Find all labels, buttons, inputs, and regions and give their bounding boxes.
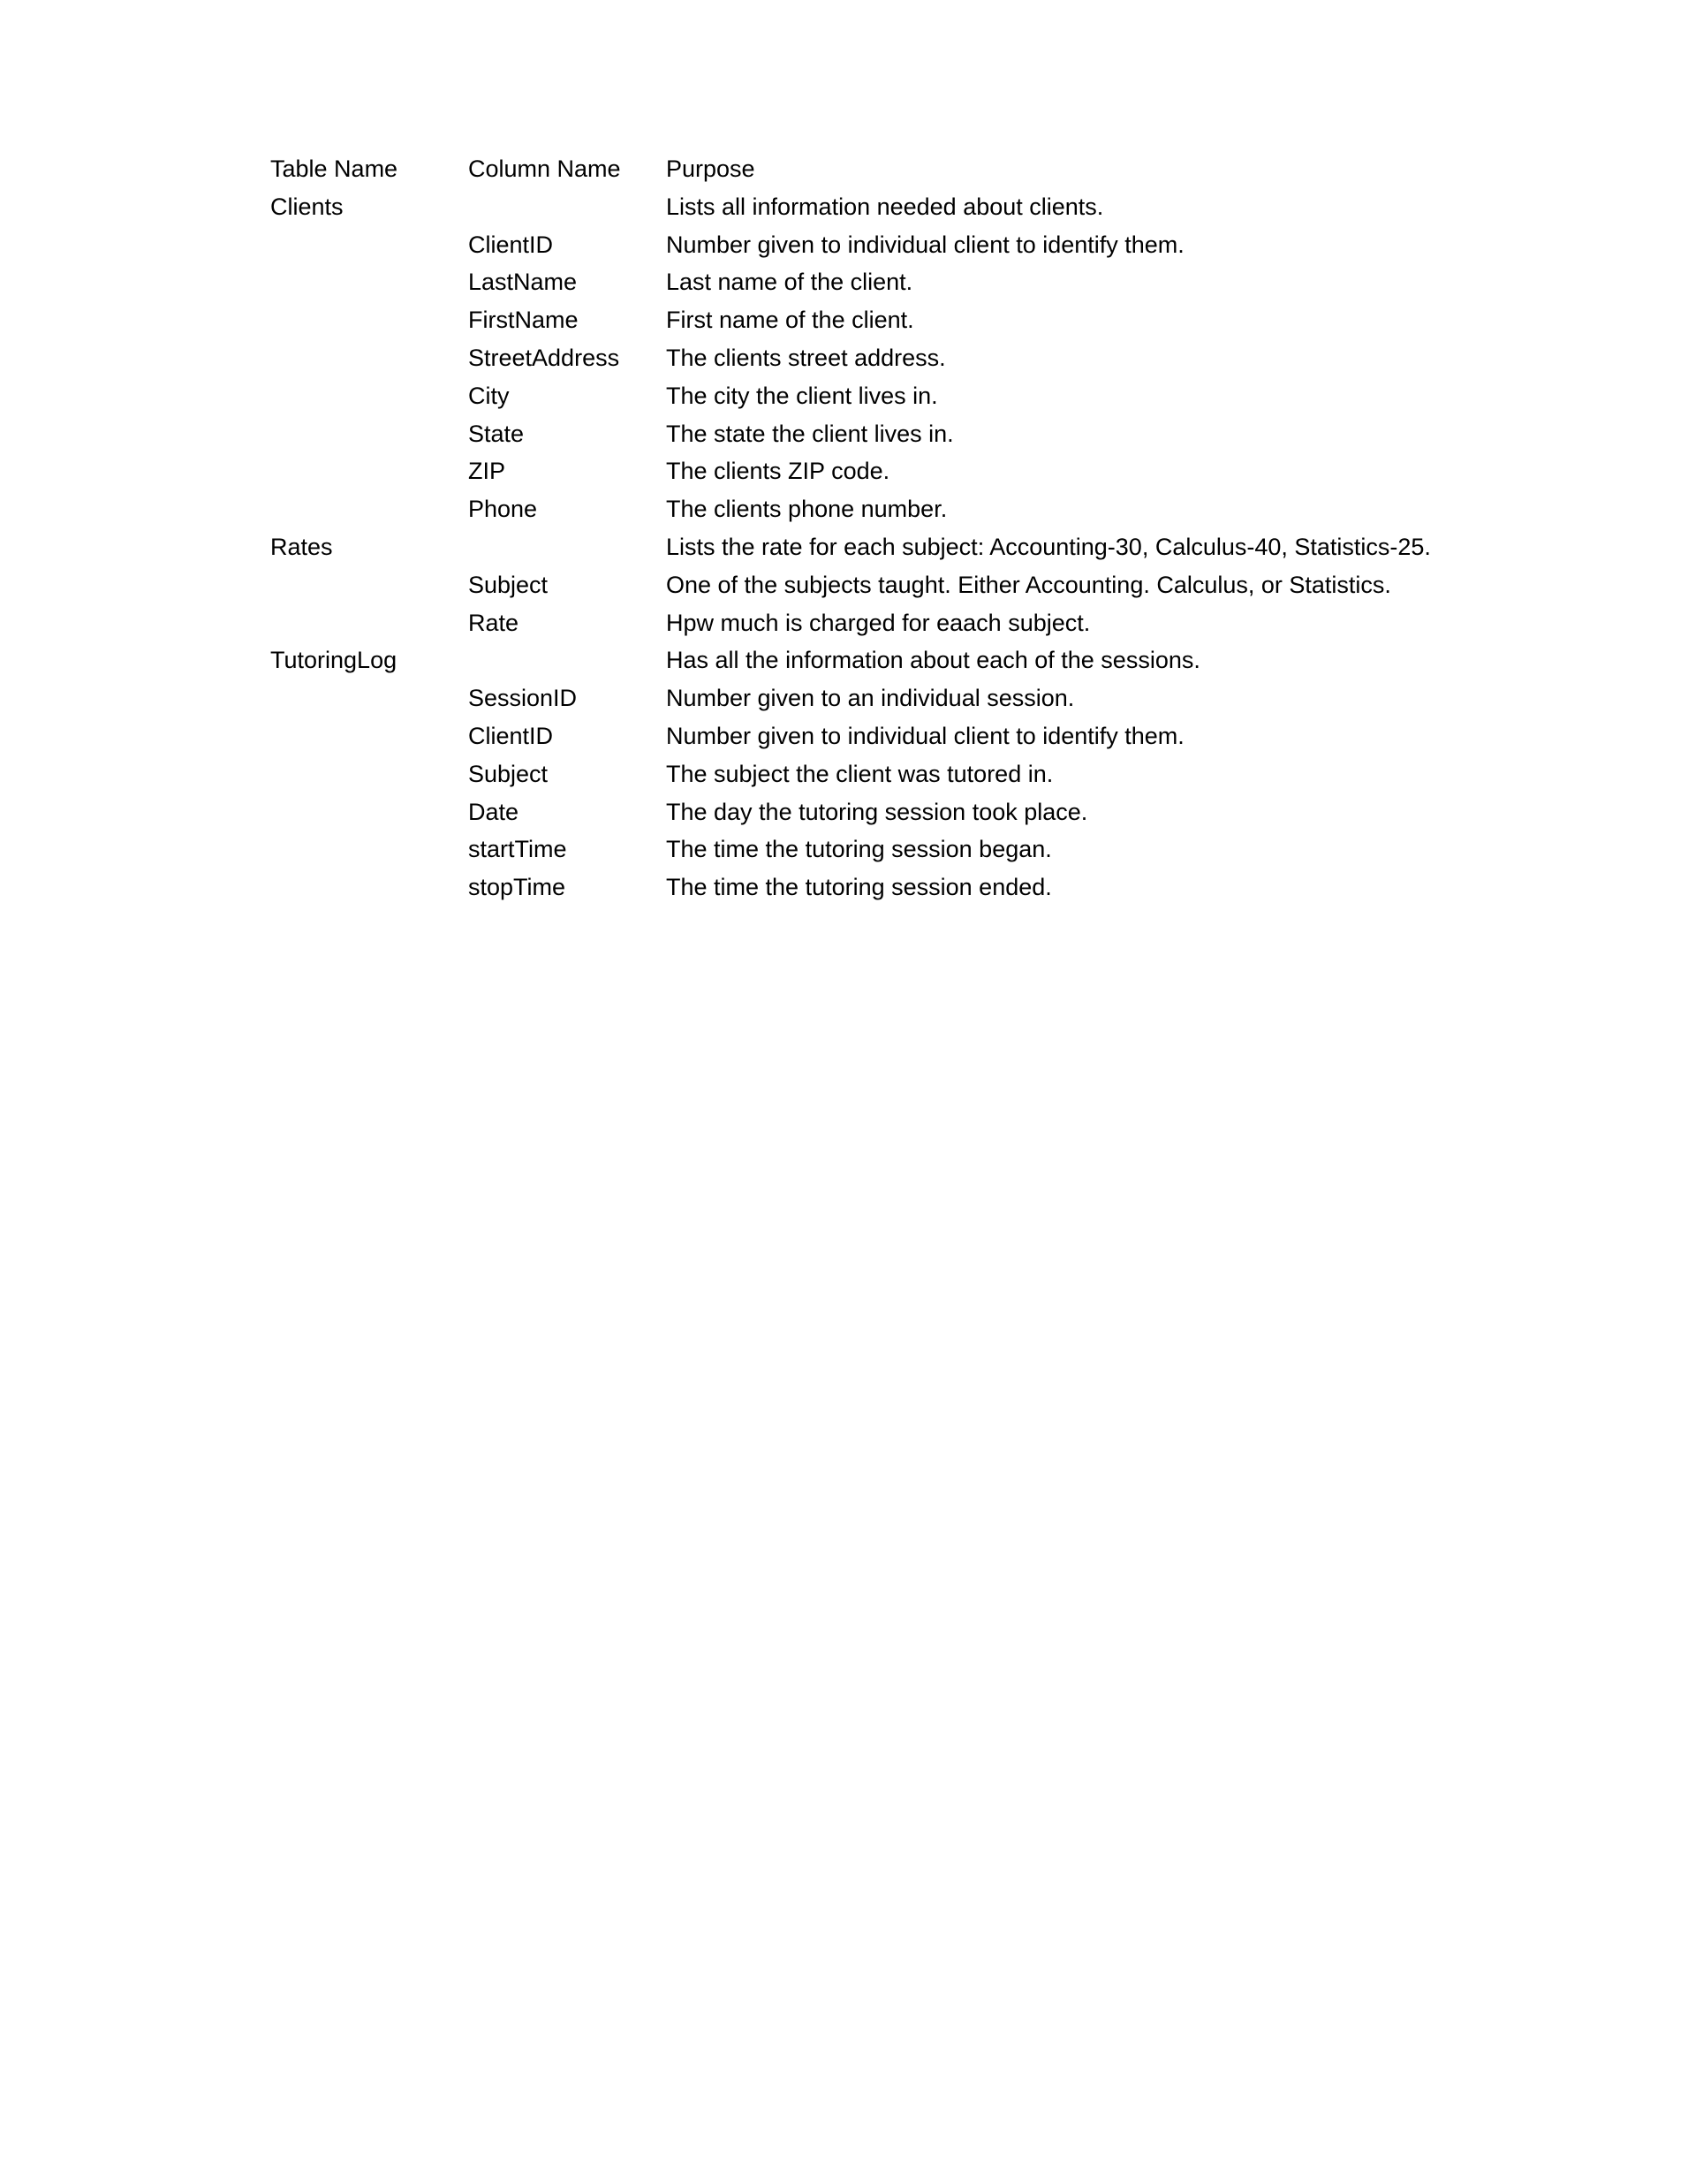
cell-table-name — [270, 301, 468, 339]
cell-column-name: SessionID — [468, 685, 578, 712]
cell-purpose: One of the subjects taught. Either Accounting. Calculus, or Statistics. — [666, 571, 1391, 598]
table-row — [270, 226, 1549, 264]
table-row — [270, 263, 1549, 301]
cell-table-name — [270, 263, 468, 301]
cell-purpose: Hpw much is charged for eaach subject. — [666, 609, 1091, 636]
cell-purpose: Last name of the client. — [666, 269, 913, 296]
cell-column-name: ClientID — [468, 231, 554, 258]
cell-purpose: Number given to individual client to identify them. — [666, 722, 1185, 749]
data-dictionary-table — [270, 150, 1549, 906]
table-row — [270, 415, 1549, 453]
cell-column-name: State — [468, 420, 525, 447]
cell-column-name: StreetAddress — [468, 344, 620, 371]
table-row — [270, 301, 1549, 339]
cell-table-name — [270, 339, 468, 377]
cell-table-name — [270, 604, 468, 642]
table-row — [270, 830, 1549, 868]
header-table-name: Table Name — [270, 155, 398, 182]
cell-purpose: The state the client lives in. — [666, 420, 954, 447]
table-row — [270, 717, 1549, 755]
table-row — [270, 868, 1549, 906]
cell-purpose: The city the client lives in. — [666, 382, 938, 409]
cell-table-name — [270, 793, 468, 831]
cell-column-name: Rate — [468, 609, 519, 636]
cell-purpose: The subject the client was tutored in. — [666, 760, 1054, 787]
cell-table-name — [270, 755, 468, 793]
table-row — [270, 339, 1549, 377]
cell-column-name: FirstName — [468, 307, 579, 334]
table-row — [270, 793, 1549, 831]
cell-table-name: TutoringLog — [270, 647, 397, 674]
cell-column-name — [468, 188, 666, 226]
cell-purpose: Lists all information needed about clients. — [666, 193, 1104, 220]
cell-purpose: The time the tutoring session ended. — [666, 874, 1052, 901]
table-row — [270, 679, 1549, 717]
table-row — [270, 641, 1549, 679]
cell-table-name — [270, 490, 468, 528]
cell-purpose: The day the tutoring session took place. — [666, 798, 1088, 825]
cell-purpose: Has all the information about each of the sessions. — [666, 647, 1200, 674]
table-header-row — [270, 150, 1549, 188]
cell-column-name: Date — [468, 798, 519, 825]
table-row — [270, 490, 1549, 528]
cell-column-name: Subject — [468, 760, 549, 787]
cell-purpose: The clients ZIP code. — [666, 458, 890, 485]
cell-purpose: First name of the client. — [666, 307, 914, 334]
cell-purpose: The clients street address. — [666, 344, 946, 371]
cell-table-name — [270, 377, 468, 415]
table-row — [270, 528, 1549, 566]
cell-column-name — [468, 528, 666, 566]
cell-table-name — [270, 717, 468, 755]
cell-table-name — [270, 566, 468, 604]
table-row — [270, 566, 1549, 604]
table-row — [270, 452, 1549, 490]
cell-column-name: ZIP — [468, 458, 506, 485]
cell-column-name — [468, 641, 666, 679]
cell-column-name: Phone — [468, 496, 538, 523]
cell-table-name — [270, 830, 468, 868]
cell-column-name: Subject — [468, 571, 549, 598]
header-column-name: Column Name — [468, 155, 621, 182]
table-row — [270, 188, 1549, 226]
cell-purpose: Lists the rate for each subject: Accounting-30, Calculus-40, Statistics-25. — [666, 533, 1431, 560]
cell-purpose: The time the tutoring session began. — [666, 836, 1052, 863]
cell-table-name — [270, 868, 468, 906]
cell-purpose: Number given to individual client to identify them. — [666, 231, 1185, 258]
table-row — [270, 755, 1549, 793]
cell-column-name: ClientID — [468, 722, 554, 749]
cell-column-name: stopTime — [468, 874, 566, 901]
cell-table-name — [270, 226, 468, 264]
cell-table-name: Rates — [270, 533, 333, 560]
cell-table-name — [270, 452, 468, 490]
cell-table-name — [270, 415, 468, 453]
cell-table-name: Clients — [270, 193, 344, 220]
table-row — [270, 604, 1549, 642]
cell-column-name: LastName — [468, 269, 578, 296]
header-purpose: Purpose — [666, 155, 755, 182]
cell-table-name — [270, 679, 468, 717]
cell-column-name: City — [468, 382, 510, 409]
cell-purpose: Number given to an individual session. — [666, 685, 1075, 712]
cell-column-name: startTime — [468, 836, 567, 863]
cell-purpose: The clients phone number. — [666, 496, 948, 523]
table-row — [270, 377, 1549, 415]
